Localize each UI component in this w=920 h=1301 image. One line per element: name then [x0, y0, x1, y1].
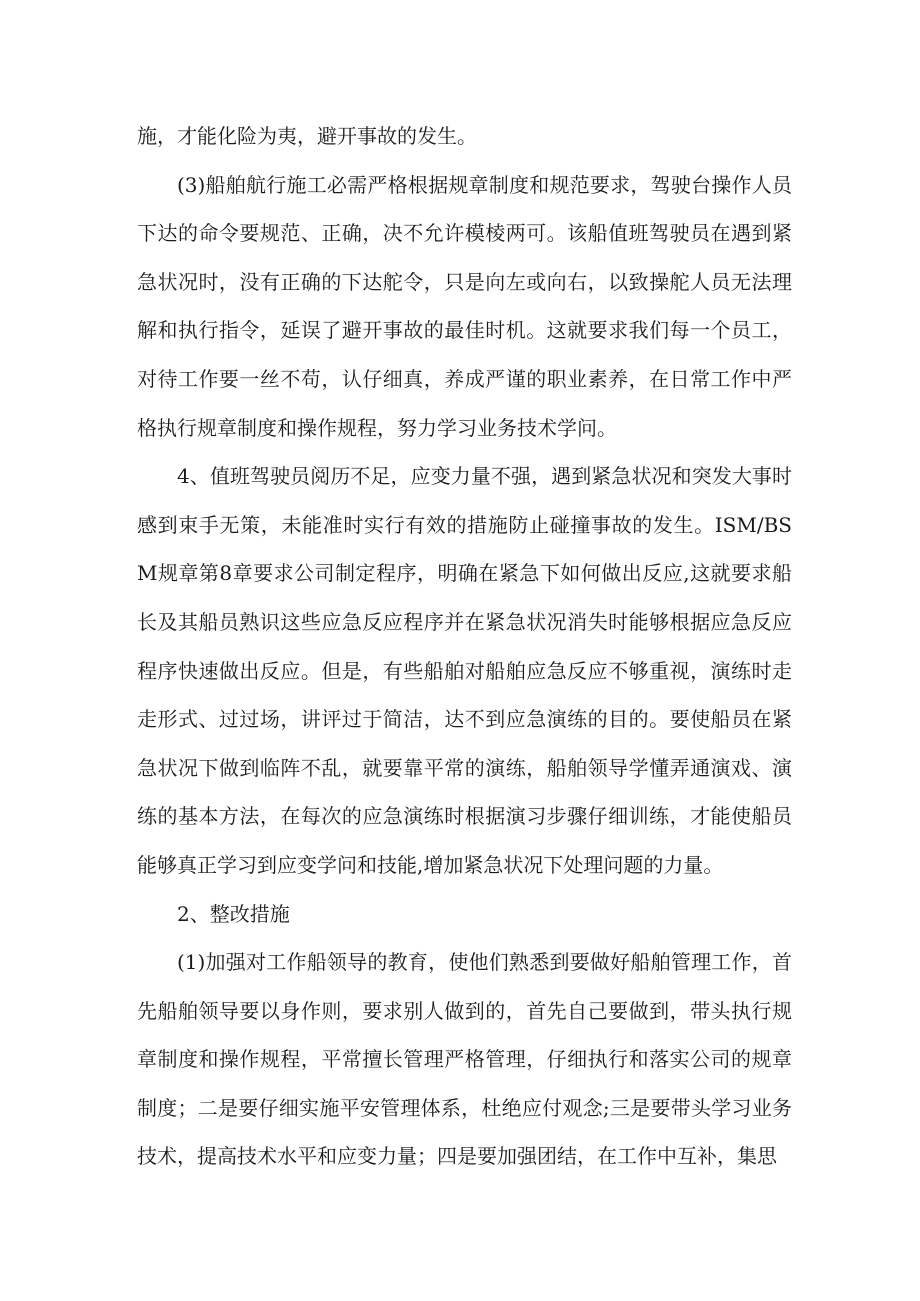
paragraph-item-4: 4、值班驾驶员阅历不足，应变力量不强，遇到紧急状况和突发大事时感到束手无策，未能准时实行有效的措施防止碰撞事故的发生。ISM/BSM规章第8章要求公司制定程序，明确在紧急下如何做出反应,这就要求船长及其船员熟识这些应急反应程序并在紧急状况消失时能够根据应急反应程序快速做出反应。但是，有些船舶对船舶应急反应不够重视，演练时走走形式、过过场，讲评过于简洁，达不到应急演练的目的。要使船员在紧急状况下做到临阵不乱，就要靠平常的演练，船舶领导学懂弄通演戏、演练的基本方法，在每次的应急演练时根据演习步骤仔细训练，才能使船员能够真正学习到应变学问和技能,增加紧急状况下处理问题的力量。	[137, 464, 792, 877]
document-body	[137, 112, 792, 1181]
paragraph-measure-1: (1)加强对工作船领导的教育，使他们熟悉到要做好船舶管理工作，首先船舶领导要以身作则，要求别人做到的，首先自己要做到，带头执行规章制度和操作规程，平常擅长管理严格管理，仔细执行和落实公司的规章制度；二是要仔细实施平安管理体系，杜绝应付观念;三是要带头学习业务技术，提高技术水平和应变力量；四是要加强团结，在工作中互补，集思	[137, 950, 792, 1169]
paragraph-item-3: (3)船舶航行施工必需严格根据规章制度和规范要求，驾驶台操作人员下达的命令要规范、正确，决不允许模棱两可。该船值班驾驶员在遇到紧急状况时，没有正确的下达舵令，只是向左或向右，以致操舵人员无法理解和执行指令，延误了避开事故的最佳时机。这就要求我们每一个员工，对待工作要一丝不苟，认仔细真，养成严谨的职业素养，在日常工作中严格执行规章制度和操作规程，努力学习业务技术学问。	[137, 172, 792, 440]
paragraph-continuation: 施，才能化险为夷，避开事故的发生。	[137, 124, 477, 148]
section-heading-rectification: 2、整改措施	[177, 901, 290, 926]
